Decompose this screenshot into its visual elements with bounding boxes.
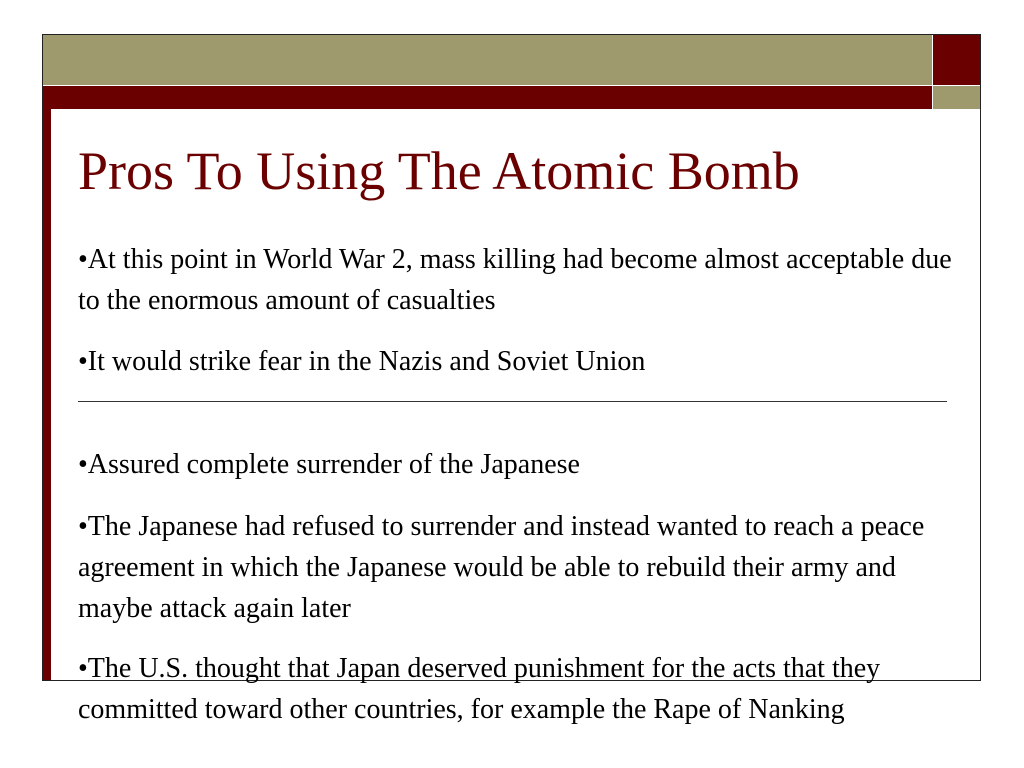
bullet-item-4: •The Japanese had refused to surrender and instead wanted to reach a peace agreement in which the Japanese would be able to rebuild their army and maybe attack again later bbox=[78, 511, 925, 624]
bullet-item-5: •The U.S. thought that Japan deserved punishment for the acts that they committed toward other countries, for example the Rape of Nanking bbox=[78, 653, 881, 725]
bullet-item-3: •Assured complete surrender of the Japanese bbox=[78, 449, 580, 480]
bullet-item-2: •It would strike fear in the Nazis and Soviet Union bbox=[78, 346, 646, 377]
bullet-item-1: •At this point in World War 2, mass killing had become almost acceptable due to the enormous amount of casualties bbox=[78, 244, 952, 316]
divider-line bbox=[78, 401, 947, 402]
slide-title: Pros To Using The Atomic Bomb bbox=[78, 141, 800, 201]
